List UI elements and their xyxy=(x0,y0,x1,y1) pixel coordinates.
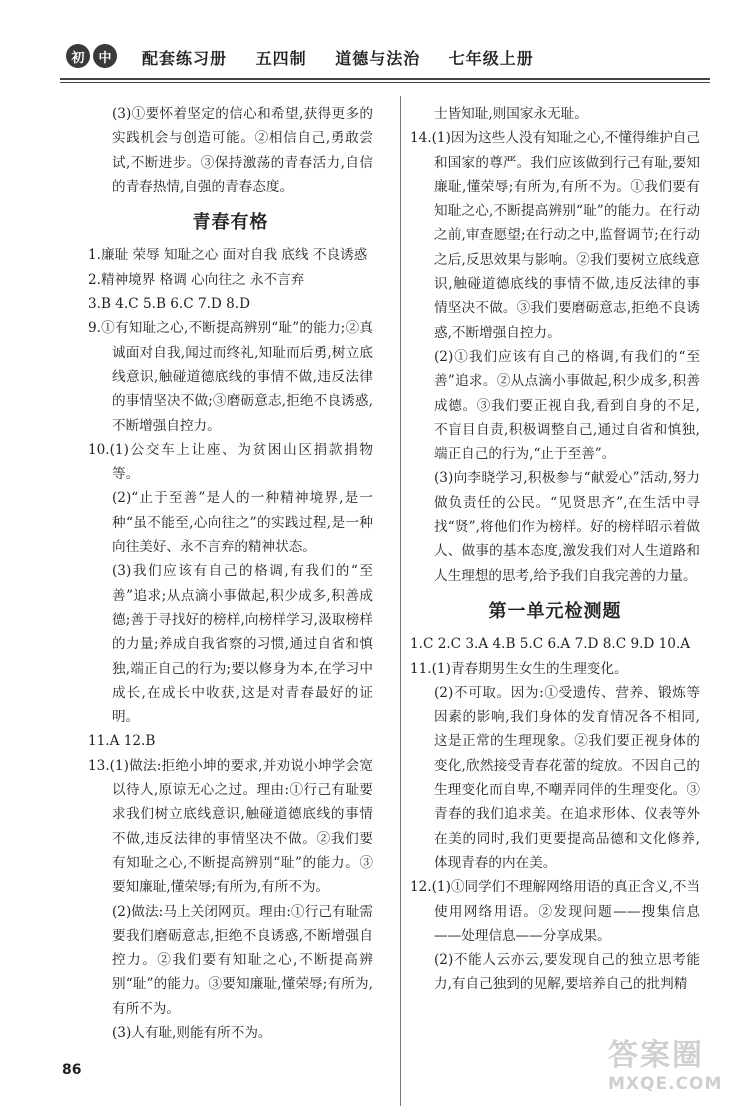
right-column xyxy=(410,102,700,997)
header-series: 配套练习册 xyxy=(142,49,228,68)
answer-paragraph: (2)不能人云亦云,要发现自己的独立思考能力,有自己独到的见解,要培养自己的批判精 xyxy=(434,952,700,993)
answer-paragraph: (2)“止于至善”是人的一种精神境界,是一种“虽不能至,心向往之”的实践过程,是一种向往美好、永不言弃的精神状态。 xyxy=(112,490,373,556)
answer-item: 1.C 2.C 3.A 4.B 5.C 6.A 7.D 8.C 9.D 10.A xyxy=(410,636,691,653)
answer-paragraph: (3)人有耻,则能有所不为。 xyxy=(112,1024,272,1041)
section-title: 第一单元检测题 xyxy=(488,600,622,622)
page-header xyxy=(60,40,710,80)
watermark xyxy=(608,1030,748,1105)
page-number: 86 xyxy=(62,1062,82,1078)
section-title: 青春有格 xyxy=(192,212,269,234)
answer-paragraph: (3)向李晓学习,积极参与“献爱心”活动,努力做负责任的公民。“见贤思齐”,在生活中寻找“贤”,将他们作为榜样。好的榜样昭示着做人、做事的基本态度,激发我们对人生道路和人生理想的思考,给予我们自我完善的力量。 xyxy=(434,470,700,584)
column-divider xyxy=(400,96,401,1106)
watermark-url: MXQE.COM xyxy=(608,1074,723,1094)
answer-item: 3.B 4.C 5.B 6.C 7.D 8.D xyxy=(88,296,251,313)
answer-item: 11.(1)青春期男生女生的生理变化。 xyxy=(410,660,628,677)
header-rule xyxy=(60,78,710,80)
left-column xyxy=(88,102,373,1045)
answer-item: 11.A 12.B xyxy=(88,733,156,750)
answer-paragraph: (2)①我们应该有自己的格调,有我们的“至善”追求。②从点滴小事做起,积少成多,积善成德。③我们要正视自我,看到自身的不足,不盲目自责,积极调整自己,通过自省和慎独,端正自己的行为,“止于至善”。 xyxy=(434,348,700,463)
answer-item: 9.①有知耻之心,不断提高辨别“耻”的能力;②真诚面对自我,闻过而终礼,知耻而后勇,树立底线意识,触碰道德底线的事情不做,违反法律的事情坚决不做;③磨砺意志,拒绝不良诱惑,不断增强自控力。 xyxy=(88,320,373,434)
header-system: 五四制 xyxy=(255,49,307,68)
answer-paragraph: (3)①要怀着坚定的信心和希望,获得更多的实践机会与创造可能。②相信自己,勇敢尝试,不断进步。③保持激荡的青春活力,自信的青春热情,自强的青春态度。 xyxy=(112,106,373,195)
header-title xyxy=(142,46,556,69)
answer-item: 10.(1)公交车上让座、为贫困山区捐款捐物等。 xyxy=(88,441,373,483)
header-rule-thin xyxy=(60,82,710,83)
badge-chu: 初 xyxy=(66,44,90,68)
answer-paragraph: (3)我们应该有自己的格调,有我们的“至善”追求;从点滴小事做起,积少成多,积善成德;善于寻找好的榜样,向榜样学习,汲取榜样的力量;养成自我省察的习惯,通过自省和慎独,端正自己的行为;要以修身为本,在学习中成长,在成长中收获,这是对青春最好的证明。 xyxy=(112,563,373,726)
header-grade: 七年级上册 xyxy=(448,49,534,68)
answer-item: 13.(1)做法:拒绝小坤的要求,并劝说小坤学会宽以待人,原谅无心之过。理由:①行己有耻要求我们树立底线意识,触碰道德底线的事情不做,违反法律的事情坚决不做。②我们要有知耻之心,不断提高辨别“耻”的能力。③要知廉耻,懂荣辱;有所为,有所不为。 xyxy=(88,757,373,896)
answer-item: 2.精神境界 格调 心向往之 永不言弃 xyxy=(88,271,305,288)
answer-item: 14.(1)因为这些人没有知耻之心,不懂得维护自己和国家的尊严。我们应该做到行己有耻,要知廉耻,懂荣辱;有所为,有所不为。①我们要有知耻之心,不断提高辨别“耻”的能力。在行动之前,审查愿望;在行动之中,监督调节;在行动之后,反思效果与影响。②我们要树立底线意识,触碰道德底线的事情不做,违反法律的事情坚决不做。③我们要磨砺意志,拒绝不良诱惑,不断增强自控力。 xyxy=(410,130,700,341)
answer-paragraph: 士皆知耻,则国家永无耻。 xyxy=(434,106,588,122)
answer-paragraph: (2)不可取。因为:①受遗传、营养、锻炼等因素的影响,我们身体的发育情况各不相同,这是正常的生理现象。②我们要正视身体的变化,欣然接受青春花蕾的绽放。不因自己的生理变化而自卑,不嘲弄同伴的生理变化。③青春的我们追求美。在追求形体、仪表等外在美的同时,我们更要提高品德和文化修养,体现青春的内在美。 xyxy=(434,684,700,871)
answer-item: 1.廉耻 荣辱 知耻之心 面对自我 底线 不良诱惑 xyxy=(88,247,368,264)
header-subject: 道德与法治 xyxy=(335,49,421,68)
watermark-logo: 答案圈 xyxy=(608,1038,704,1073)
answer-paragraph: (2)做法:马上关闭网页。理由:①行己有耻需要我们磨砺意志,拒绝不良诱惑,不断增强自控力。②我们要有知耻之心,不断提高辨别“耻”的能力。③要知廉耻,懂荣辱;有所为,有所不为。 xyxy=(112,903,373,1017)
badge-zhong: 中 xyxy=(93,44,117,68)
answer-item: 12.(1)①同学们不理解网络用语的真正含义,不当使用网络用语。②发现问题——搜集信息——处理信息——分享成果。 xyxy=(410,879,700,944)
